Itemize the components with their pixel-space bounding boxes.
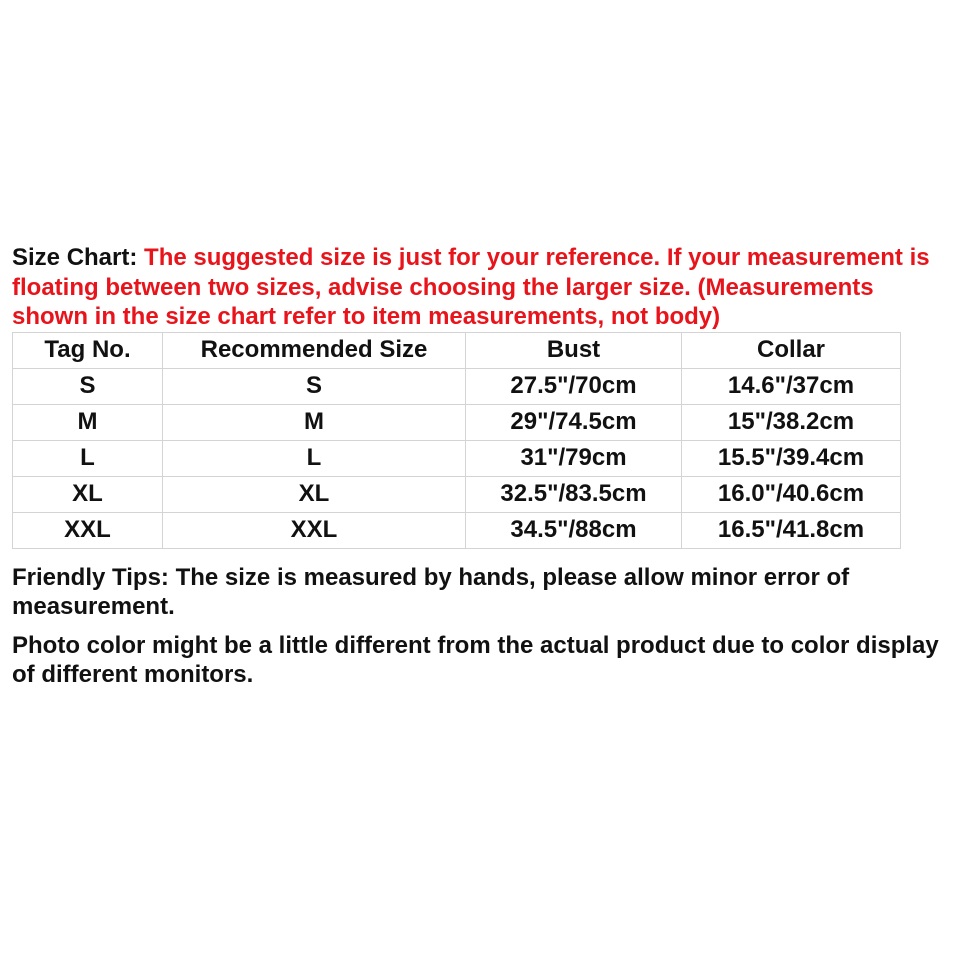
header-recommended-size: Recommended Size — [163, 332, 466, 368]
cell-bust: 27.5"/70cm — [466, 368, 682, 404]
cell-collar: 15"/38.2cm — [682, 404, 901, 440]
cell-tag-no: XL — [13, 476, 163, 512]
size-chart-document — [12, 243, 950, 690]
size-chart-label: Size Chart: — [12, 244, 145, 271]
cell-tag-no: L — [13, 440, 163, 476]
cell-recommended-size: L — [163, 440, 466, 476]
table-row — [13, 404, 901, 440]
table-row — [13, 512, 901, 548]
cell-tag-no: M — [13, 404, 163, 440]
size-reference-note: The suggested size is just for your reference. If your measurement is floating between two sizes, advise choosing the larger size. (Measurements shown in the size chart refer to item measurements, not body) — [12, 244, 930, 330]
header-collar: Collar — [682, 332, 901, 368]
cell-recommended-size: XL — [163, 476, 466, 512]
cell-tag-no: S — [13, 368, 163, 404]
header-bust: Bust — [466, 332, 682, 368]
cell-bust: 32.5"/83.5cm — [466, 476, 682, 512]
size-chart-intro — [12, 243, 950, 332]
cell-bust: 31"/79cm — [466, 440, 682, 476]
table-row — [13, 476, 901, 512]
friendly-tips: Friendly Tips: The size is measured by hands, please allow minor error of measurement. — [12, 563, 850, 620]
cell-recommended-size: S — [163, 368, 466, 404]
cell-collar: 14.6"/37cm — [682, 368, 901, 404]
size-table — [12, 332, 901, 549]
cell-recommended-size: M — [163, 404, 466, 440]
cell-recommended-size: XXL — [163, 512, 466, 548]
header-tag-no: Tag No. — [13, 332, 163, 368]
cell-bust: 34.5"/88cm — [466, 512, 682, 548]
table-row — [13, 440, 901, 476]
table-header-row — [13, 332, 901, 368]
cell-collar: 16.0"/40.6cm — [682, 476, 901, 512]
photo-color-note: Photo color might be a little different from the actual product due to color display of different monitors. — [12, 631, 939, 688]
cell-collar: 15.5"/39.4cm — [682, 440, 901, 476]
cell-collar: 16.5"/41.8cm — [682, 512, 901, 548]
table-row — [13, 368, 901, 404]
cell-bust: 29"/74.5cm — [466, 404, 682, 440]
cell-tag-no: XXL — [13, 512, 163, 548]
